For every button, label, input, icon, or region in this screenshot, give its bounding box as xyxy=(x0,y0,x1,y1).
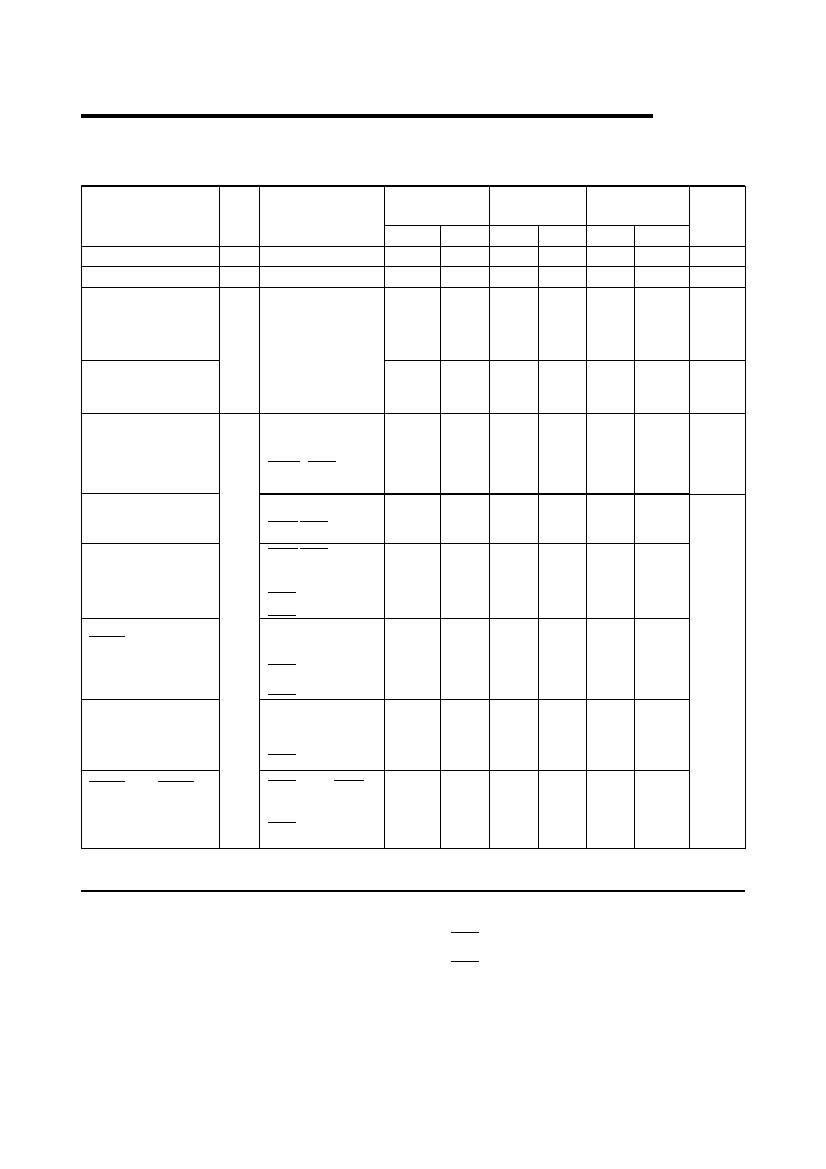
table-row xyxy=(82,267,746,288)
row-5-cell-7 xyxy=(539,414,587,494)
row-7-cell-7 xyxy=(539,495,587,544)
row-1-cell-2 xyxy=(220,247,260,267)
header-cell-subject xyxy=(82,187,220,247)
row-7-cell-5 xyxy=(441,495,490,544)
row-4-cell-6 xyxy=(490,361,539,414)
row-10-cell-3 xyxy=(260,700,385,771)
row-8-cell-5 xyxy=(441,544,490,619)
row-2-cell-4 xyxy=(385,267,441,288)
row-1-cell-6 xyxy=(490,247,539,267)
row-4-cell-1 xyxy=(82,361,220,414)
header-cell-code xyxy=(220,187,260,247)
header-subcell-5 xyxy=(587,226,635,247)
row-5-cell-8 xyxy=(587,414,635,494)
mark-col3-r5-b xyxy=(308,461,336,462)
header-cell-group-1 xyxy=(385,187,490,226)
table-row xyxy=(82,544,746,619)
data-table xyxy=(81,186,746,849)
row-5-cell-5 xyxy=(441,414,490,494)
mark-col1-r8 xyxy=(89,636,125,637)
mark-col3-r7-a xyxy=(268,548,298,549)
table-row xyxy=(82,247,746,267)
table-row xyxy=(82,361,746,414)
header-subcell-1 xyxy=(385,226,441,247)
header-cell-group-2 xyxy=(490,187,587,226)
row-2-cell-5 xyxy=(441,267,490,288)
mark-col3-r9-b xyxy=(268,694,296,695)
header-cell-description xyxy=(260,187,385,247)
row-2-cell-1 xyxy=(82,267,220,288)
row-1-cell-1 xyxy=(82,247,220,267)
row-9-cell-6 xyxy=(490,619,539,700)
header-cell-group-3 xyxy=(587,187,690,226)
row-7-cell-3 xyxy=(260,495,385,544)
header-subcell-4 xyxy=(539,226,587,247)
row-2-cell-3 xyxy=(260,267,385,288)
row-8-cell-6 xyxy=(490,544,539,619)
row-3-cell-10 xyxy=(690,288,746,361)
mark-col3-r5-a xyxy=(268,461,300,462)
row-11-cell-9 xyxy=(635,771,690,849)
mark-footnote-b xyxy=(451,961,479,962)
row-10-cell-6 xyxy=(490,700,539,771)
row-1-cell-5 xyxy=(441,247,490,267)
row-10-cell-8 xyxy=(587,700,635,771)
row-5-cell-2 xyxy=(220,414,260,849)
row-4-cell-10 xyxy=(690,361,746,414)
table-bottom-border xyxy=(81,890,745,892)
row-3-cell-3 xyxy=(260,288,385,414)
row-1-cell-8 xyxy=(587,247,635,267)
row-4-cell-4 xyxy=(385,361,441,414)
mark-col3-r9-a xyxy=(268,664,296,665)
row-5-cell-6 xyxy=(490,414,539,494)
row-7-cell-9 xyxy=(635,495,690,544)
row-9-cell-3 xyxy=(260,619,385,700)
row-8-cell-7 xyxy=(539,544,587,619)
row-11-cell-1 xyxy=(82,771,220,849)
row-5-cell-10 xyxy=(690,414,746,495)
row-3-cell-1 xyxy=(82,288,220,361)
row-4-cell-7 xyxy=(539,361,587,414)
row-7-cell-10 xyxy=(690,495,746,849)
row-8-cell-3 xyxy=(260,544,385,619)
row-1-cell-7 xyxy=(539,247,587,267)
row-3-cell-9 xyxy=(635,288,690,361)
row-10-cell-5 xyxy=(441,700,490,771)
mark-col1-r10-b xyxy=(158,781,194,782)
mark-col3-r10-c xyxy=(334,780,364,781)
row-1-cell-10 xyxy=(690,247,746,267)
mark-footnote-a xyxy=(451,932,479,933)
row-3-cell-8 xyxy=(587,288,635,361)
row-11-cell-8 xyxy=(587,771,635,849)
mark-col3-r7-b xyxy=(300,548,328,549)
mark-col3-r10-a xyxy=(268,754,296,755)
row-3-cell-5 xyxy=(441,288,490,361)
row-9-cell-5 xyxy=(441,619,490,700)
row-9-cell-4 xyxy=(385,619,441,700)
row-11-cell-6 xyxy=(490,771,539,849)
row-3-cell-7 xyxy=(539,288,587,361)
row-9-cell-7 xyxy=(539,619,587,700)
mark-col1-r10-a xyxy=(89,781,125,782)
mark-col3-r10-b xyxy=(268,780,296,781)
mark-col3-r8-a xyxy=(268,592,296,593)
row-2-cell-2 xyxy=(220,267,260,288)
row-2-cell-7 xyxy=(539,267,587,288)
row-4-cell-8 xyxy=(587,361,635,414)
mark-col3-r8-b xyxy=(268,615,296,616)
mark-col3-r6-a xyxy=(268,521,298,522)
row-8-cell-4 xyxy=(385,544,441,619)
table-row xyxy=(82,414,746,494)
row-7-cell-8 xyxy=(587,495,635,544)
row-7-cell-4 xyxy=(385,495,441,544)
row-6-cell-1 xyxy=(82,494,220,544)
row-3-cell-4 xyxy=(385,288,441,361)
row-9-cell-9 xyxy=(635,619,690,700)
row-5-cell-1 xyxy=(82,414,220,494)
row-8-cell-9 xyxy=(635,544,690,619)
mark-col3-r11-a xyxy=(268,822,296,823)
row-8-cell-8 xyxy=(587,544,635,619)
header-subcell-6 xyxy=(635,226,690,247)
header-cell-total xyxy=(690,187,746,247)
row-11-cell-5 xyxy=(441,771,490,849)
row-2-cell-6 xyxy=(490,267,539,288)
row-1-cell-4 xyxy=(385,247,441,267)
row-1-cell-9 xyxy=(635,247,690,267)
row-2-cell-10 xyxy=(690,267,746,288)
table-row xyxy=(82,619,746,700)
header-subcell-2 xyxy=(441,226,490,247)
row-3-cell-2 xyxy=(220,288,260,414)
row-7-cell-6 xyxy=(490,495,539,544)
mark-col3-r6-b xyxy=(300,521,328,522)
row-4-cell-9 xyxy=(635,361,690,414)
row-2-cell-8 xyxy=(587,267,635,288)
row-10-cell-1 xyxy=(82,700,220,771)
row-11-cell-3 xyxy=(260,771,385,849)
row-10-cell-4 xyxy=(385,700,441,771)
row-5-cell-3 xyxy=(260,414,385,494)
row-5-cell-4 xyxy=(385,414,441,494)
table-header-row-1 xyxy=(82,187,746,226)
row-1-cell-3 xyxy=(260,247,385,267)
table-row xyxy=(82,700,746,771)
row-11-cell-4 xyxy=(385,771,441,849)
row-8-cell-1 xyxy=(82,544,220,619)
mark-col3-r11-b xyxy=(268,848,296,849)
row-10-cell-9 xyxy=(635,700,690,771)
row-9-cell-1 xyxy=(82,619,220,700)
table-row xyxy=(82,771,746,849)
row-9-cell-8 xyxy=(587,619,635,700)
row-10-cell-7 xyxy=(539,700,587,771)
header-subcell-3 xyxy=(490,226,539,247)
heavy-horizontal-rule xyxy=(81,114,653,118)
row-11-cell-7 xyxy=(539,771,587,849)
table-row xyxy=(82,288,746,361)
row-5-cell-9 xyxy=(635,414,690,494)
row-4-cell-5 xyxy=(441,361,490,414)
row-2-cell-9 xyxy=(635,267,690,288)
row-3-cell-6 xyxy=(490,288,539,361)
